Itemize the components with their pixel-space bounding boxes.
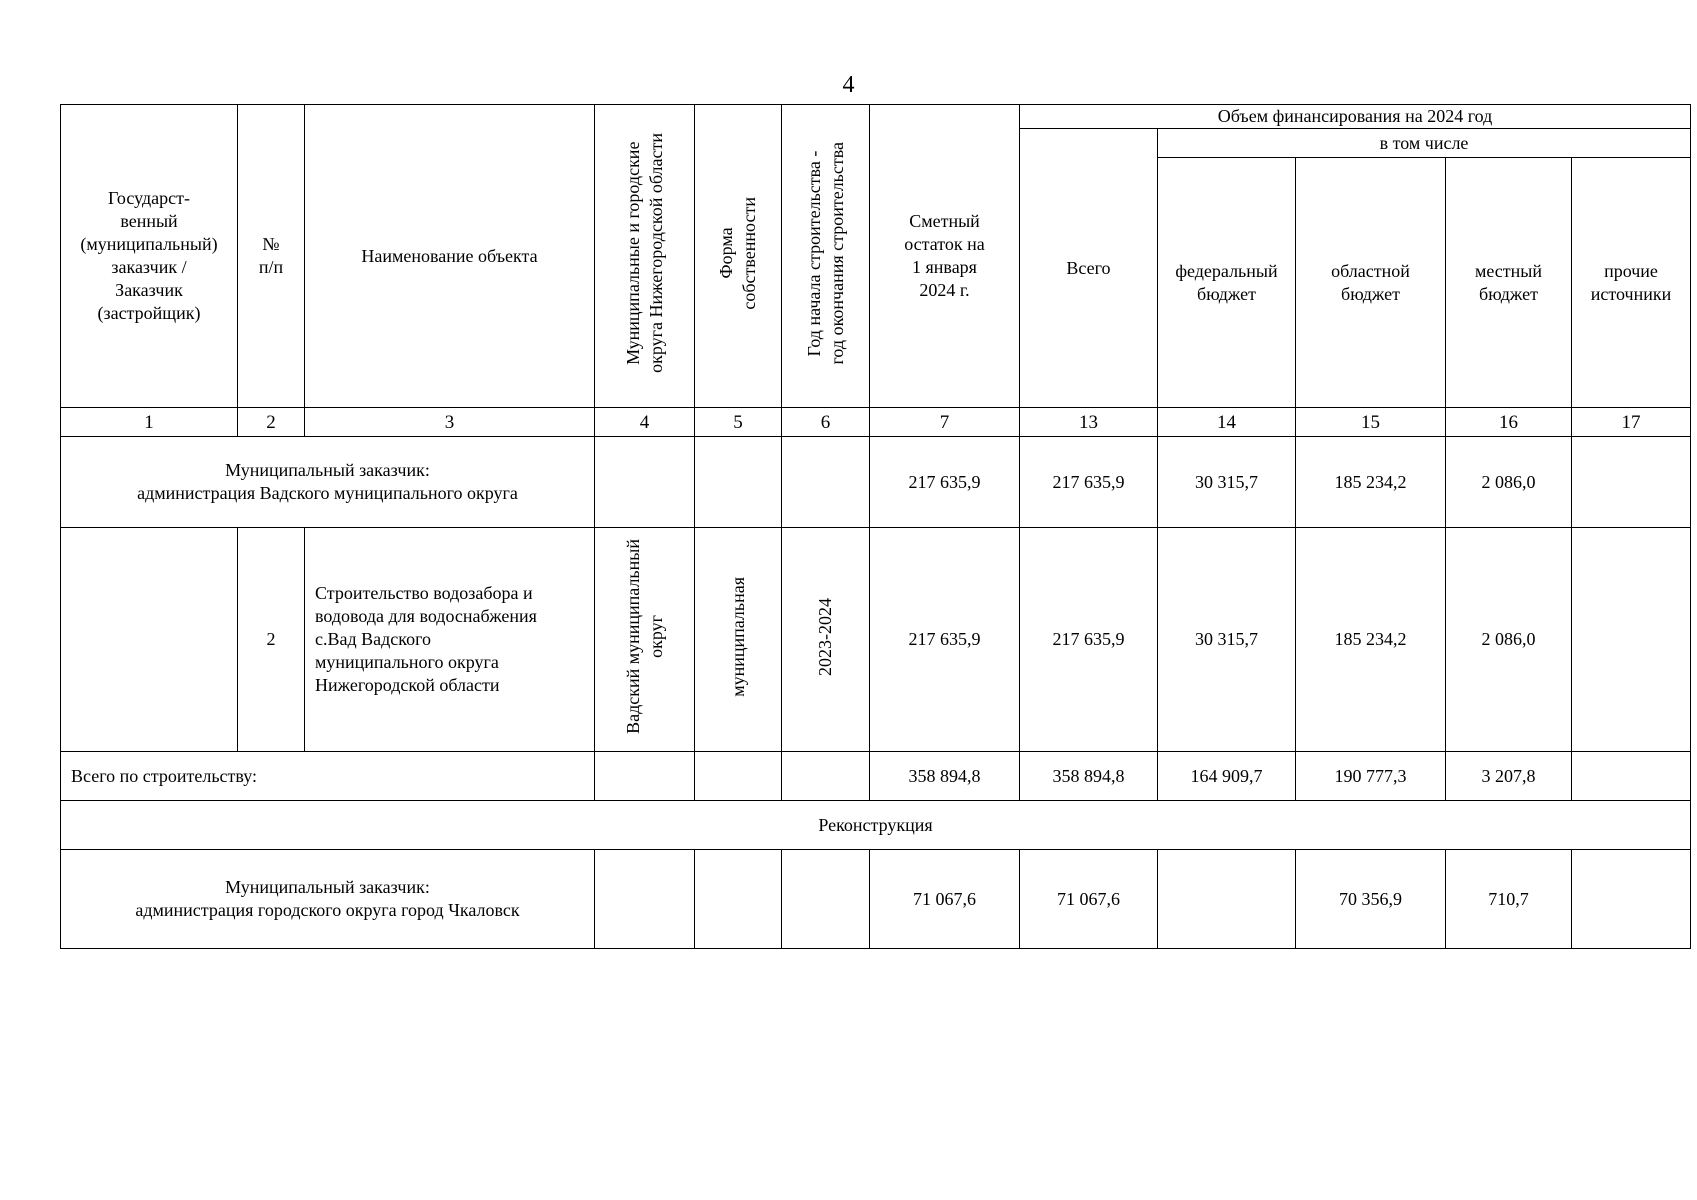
regional-value: 70 356,9 — [1296, 850, 1446, 949]
estimate-value: 358 894,8 — [870, 752, 1020, 801]
other-value — [1572, 528, 1691, 752]
empty-cell — [695, 752, 782, 801]
regional-value: 190 777,3 — [1296, 752, 1446, 801]
col-number: 16 — [1446, 408, 1572, 437]
empty-cell — [782, 437, 870, 528]
header-customer: Государст- венный (муниципальный) заказчик / Заказчик (застройщик) — [61, 105, 238, 408]
col-number: 13 — [1020, 408, 1158, 437]
funding-table — [60, 104, 1691, 949]
empty-cell — [61, 528, 238, 752]
header-estimate: Сметный остаток на 1 января 2024 г. — [870, 105, 1020, 408]
section-title: Реконструкция — [61, 801, 1691, 850]
customer-label: Муниципальный заказчик: администрация городского округа город Чкаловск — [61, 850, 595, 949]
col-number: 7 — [870, 408, 1020, 437]
federal-value: 30 315,7 — [1158, 528, 1296, 752]
col-number: 5 — [695, 408, 782, 437]
header-regional: областной бюджет — [1296, 158, 1446, 408]
total-value: 358 894,8 — [1020, 752, 1158, 801]
table-row-total-construction — [61, 752, 1691, 801]
local-value: 710,7 — [1446, 850, 1572, 949]
table-row-customer-chkalovsk — [61, 850, 1691, 949]
empty-cell — [595, 850, 695, 949]
object-num: 2 — [238, 528, 305, 752]
federal-value: 30 315,7 — [1158, 437, 1296, 528]
estimate-value: 217 635,9 — [870, 528, 1020, 752]
header-federal: федеральный бюджет — [1158, 158, 1296, 408]
table-row-object — [61, 528, 1691, 752]
empty-cell — [595, 752, 695, 801]
regional-value: 185 234,2 — [1296, 437, 1446, 528]
other-value — [1572, 752, 1691, 801]
total-value: 217 635,9 — [1020, 528, 1158, 752]
col-number: 6 — [782, 408, 870, 437]
object-municipal: Вадский муниципальный округ — [595, 528, 695, 752]
object-years: 2023-2024 — [782, 528, 870, 752]
col-number: 4 — [595, 408, 695, 437]
col-number: 15 — [1296, 408, 1446, 437]
empty-cell — [595, 437, 695, 528]
total-value: 71 067,6 — [1020, 850, 1158, 949]
col-number: 14 — [1158, 408, 1296, 437]
header-ownership: Форма собственности — [695, 105, 782, 408]
empty-cell — [695, 850, 782, 949]
col-number: 1 — [61, 408, 238, 437]
estimate-value: 71 067,6 — [870, 850, 1020, 949]
regional-value: 185 234,2 — [1296, 528, 1446, 752]
header-municipal: Муниципальные и городские округа Нижегородской области — [595, 105, 695, 408]
col-number: 17 — [1572, 408, 1691, 437]
header-funding-title: Объем финансирования на 2024 год — [1020, 105, 1691, 129]
table-row-customer-vad — [61, 437, 1691, 528]
other-value — [1572, 437, 1691, 528]
header-including: в том числе — [1158, 129, 1691, 158]
header-object-name: Наименование объекта — [305, 105, 595, 408]
object-name: Строительство водозабора и водовода для водоснабжения с.Вад Вадского муниципального округа Нижегородской области — [305, 528, 595, 752]
other-value — [1572, 850, 1691, 949]
col-number: 3 — [305, 408, 595, 437]
page-number: 4 — [842, 72, 855, 98]
section-row — [61, 801, 1691, 850]
empty-cell — [782, 752, 870, 801]
object-ownership: муниципальная — [695, 528, 782, 752]
total-construction-label: Всего по строительству: — [61, 752, 595, 801]
empty-cell — [782, 850, 870, 949]
header-local: местный бюджет — [1446, 158, 1572, 408]
col-number: 2 — [238, 408, 305, 437]
header-num: № п/п — [238, 105, 305, 408]
local-value: 2 086,0 — [1446, 437, 1572, 528]
federal-value: 164 909,7 — [1158, 752, 1296, 801]
federal-value — [1158, 850, 1296, 949]
column-numbers-row — [61, 408, 1691, 437]
local-value: 2 086,0 — [1446, 528, 1572, 752]
header-years: Год начала строительства - год окончания строительства — [782, 105, 870, 408]
header-total: Всего — [1020, 129, 1158, 408]
total-value: 217 635,9 — [1020, 437, 1158, 528]
empty-cell — [695, 437, 782, 528]
header-other: прочие источники — [1572, 158, 1691, 408]
local-value: 3 207,8 — [1446, 752, 1572, 801]
estimate-value: 217 635,9 — [870, 437, 1020, 528]
customer-label: Муниципальный заказчик: администрация Вадского муниципального округа — [61, 437, 595, 528]
